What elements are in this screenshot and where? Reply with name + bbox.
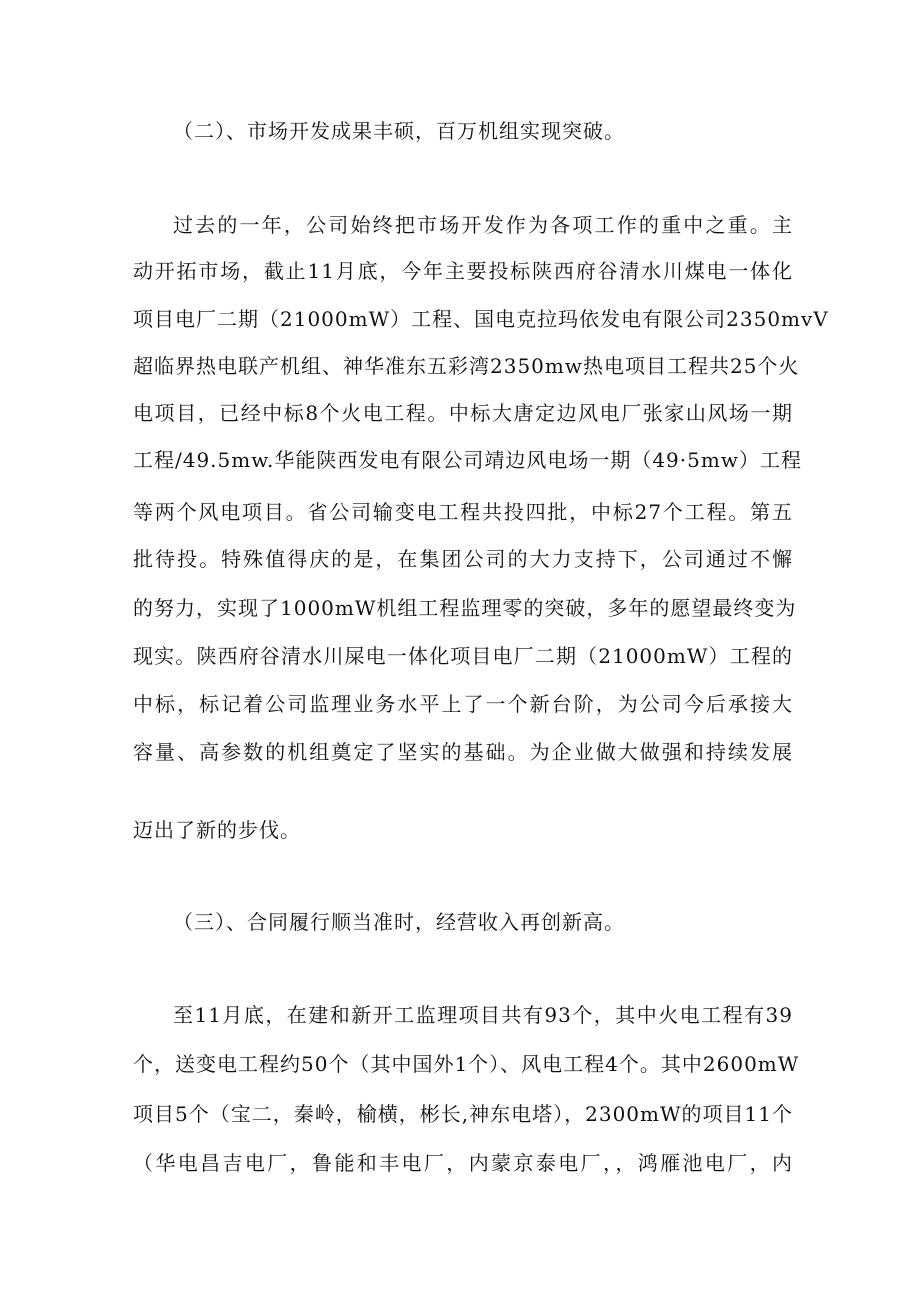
- section-2-paragraph-line: 超临界热电联产机组、神华准东五彩湾2350mw热电项目工程共25个火: [133, 354, 800, 378]
- section-3-heading: （三）、合同履行顺当准时，经营收入再创新高。: [173, 910, 625, 934]
- section-3-paragraph-line: 个，送变电工程约50个（其中国外1个）、风电工程4个。其中2600mW: [133, 1052, 800, 1076]
- section-2-paragraph-line: 迈出了新的步伐。: [133, 818, 301, 842]
- section-2-paragraph-line: 中标，标记着公司监理业务水平上了一个新台阶，为公司今后承接大: [133, 692, 793, 716]
- section-3-paragraph-line: 项目5个（宝二，秦岭，榆横，彬长,神东电塔），2300mW的项目11个: [133, 1102, 793, 1126]
- section-2-paragraph-line: 批待投。特殊值得庆的是，在集团公司的大力支持下，公司通过不懈: [133, 547, 793, 571]
- section-3-paragraph-line: （华电昌吉电厂，鲁能和丰电厂，内蒙京泰电厂，，鸿雁池电厂，内: [133, 1151, 793, 1175]
- section-2-heading: （二）、市场开发成果丰硕，百万机组实现突破。: [173, 119, 625, 143]
- section-2-paragraph-line: 动开拓市场，截止11月底，今年主要投标陕西府谷清水川煤电一体化: [133, 259, 793, 283]
- section-2-paragraph-line: 等两个风电项目。省公司输变电工程共投四批，中标27个工程。第五: [133, 500, 793, 524]
- section-3-paragraph-line: 至11月底，在建和新开工监理项目共有93个，其中火电工程有39: [173, 1003, 793, 1027]
- section-2-paragraph-line: 项目电厂二期（21000mW）工程、国电克拉玛依发电有限公司2350mvV: [133, 307, 829, 331]
- section-2-paragraph-line: 的努力，实现了1000mW机组工程监理零的突破，多年的愿望最终变为: [133, 596, 797, 620]
- section-2-paragraph-line: 过去的一年，公司始终把市场开发作为各项工作的重中之重。主: [173, 213, 793, 237]
- section-2-paragraph-line: 现实。陕西府谷清水川屎电一体化项目电厂二期（21000mW）工程的: [133, 644, 793, 668]
- section-2-paragraph-line: 工程/49.5mw.华能陕西发电有限公司靖边风电场一期（49·5mw）工程: [133, 448, 802, 472]
- section-2-paragraph-line: 电项目，已经中标8个火电工程。中标大唐定边风电厂张家山风场一期: [133, 401, 793, 425]
- section-2-paragraph-line: 容量、高参数的机组奠定了坚实的基础。为企业做大做强和持续发展: [133, 740, 793, 764]
